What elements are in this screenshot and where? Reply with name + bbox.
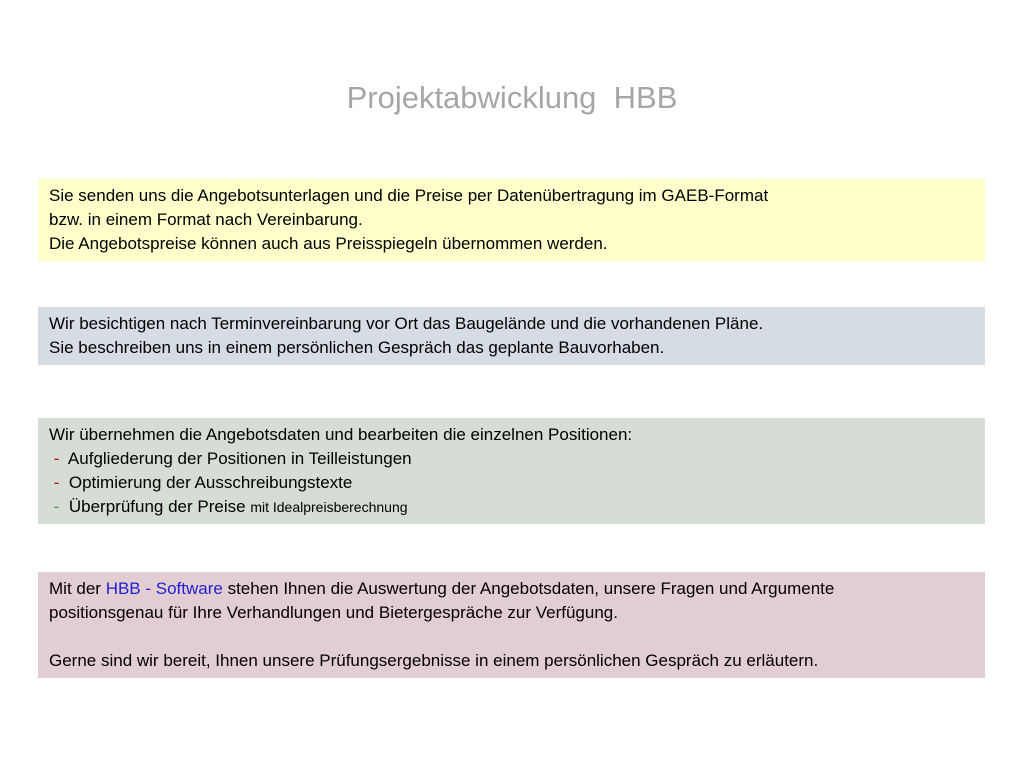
bullet-dash: - [53, 449, 60, 468]
box2-line-2: Sie beschreiben uns in einem persönlichen Gespräch das geplante Bauvorhaben. [49, 338, 665, 357]
list-item [49, 471, 974, 495]
list-item-text: Optimierung der Ausschreibungstexte [68, 473, 353, 492]
box4-line-1 [49, 577, 974, 601]
box4-line-1-prefix: Mit der [49, 579, 106, 598]
box3-intro: Wir übernehmen die Angebotsdaten und bearbeiten die einzelnen Positionen: [49, 425, 633, 444]
hbb-software-highlight: HBB - Software [105, 579, 223, 598]
list-item-text: Überprüfung der Preise [68, 497, 246, 516]
list-item [49, 447, 974, 471]
bullet-dash: - [53, 473, 60, 492]
info-box-site-visit [38, 307, 985, 365]
box1-line-3: Die Angebotspreise können auch aus Preisspiegeln übernommen werden. [49, 234, 608, 253]
box4-line-3: Gerne sind wir bereit, Ihnen unsere Prüfungsergebnisse in einem persönlichen Gespräch zu erläutern. [49, 651, 819, 670]
page-title: Projektabwicklung HBB [346, 80, 678, 115]
list-item-text: Aufgliederung der Positionen in Teilleistungen [67, 449, 412, 468]
box4-line-1-suffix: stehen Ihnen die Auswertung der Angebotsdaten, unsere Fragen und Argumente [222, 579, 835, 598]
info-box-software [38, 572, 985, 678]
box1-line-1: Sie senden uns die Angebotsunterlagen und die Preise per Datenübertragung im GAEB-Format [49, 186, 769, 205]
info-box-processing [38, 418, 985, 524]
box2-line-1: Wir besichtigen nach Terminvereinbarung vor Ort das Baugelände und die vorhandenen Pläne. [49, 314, 764, 333]
bullet-dash: - [53, 497, 60, 516]
box4-line-2: positionsgenau für Ihre Verhandlungen und Bietergespräche zur Verfügung. [49, 603, 618, 622]
info-box-data-submission [38, 179, 985, 261]
list-item-suffix: mit Idealpreisberechnung [250, 499, 408, 515]
list-item [49, 495, 974, 519]
spacer [49, 625, 974, 649]
box1-line-2: bzw. in einem Format nach Vereinbarung. [49, 210, 363, 229]
